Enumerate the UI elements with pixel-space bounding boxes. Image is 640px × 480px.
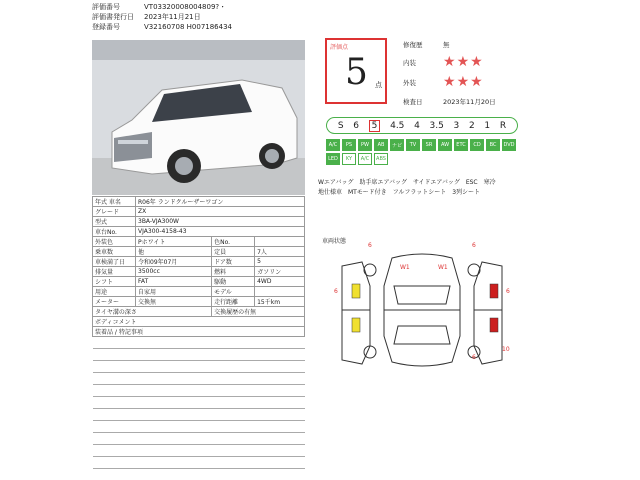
header-value: VT03320008004809?・	[144, 3, 227, 11]
spec-value: 7人	[255, 247, 305, 257]
spec-key: 燃料	[212, 267, 255, 277]
spec-value	[255, 237, 305, 247]
equipment-icon: TV	[406, 139, 420, 151]
table-row	[93, 227, 305, 237]
spec-value: 他	[136, 247, 212, 257]
spec-key: 交換履歴の有無	[212, 307, 305, 317]
header-row	[92, 22, 232, 32]
blank-row	[93, 421, 305, 433]
star-icon: ★	[456, 54, 470, 70]
scale-item: 4	[414, 120, 420, 131]
equipment-icon: LED	[326, 153, 340, 165]
blank-row	[93, 361, 305, 373]
blank-row	[93, 349, 305, 361]
feature-line: Wエアバッグ 助手席エアバッグ サイドエアバッグ ESC 寒冷	[318, 179, 496, 186]
table-row	[93, 207, 305, 217]
equipment-label: 装着品 / 特記事項	[93, 327, 305, 337]
spec-value: 4WD	[255, 277, 305, 287]
spec-value: ZX	[136, 207, 305, 217]
scale-item: 6	[353, 120, 359, 131]
damage-mark: W1	[400, 264, 410, 271]
equipment-icon: ETC	[454, 139, 468, 151]
spec-value: 15千km	[255, 297, 305, 307]
star-icon: ★	[470, 74, 483, 90]
header-row	[92, 12, 232, 22]
spec-value: 3500cc	[136, 267, 212, 277]
scale-item: R	[499, 120, 507, 131]
spec-key: 用途	[93, 287, 136, 297]
table-row	[93, 257, 305, 267]
equipment-icon: ナビ	[390, 139, 404, 151]
header-row	[92, 2, 232, 12]
equipment-icon: A/C	[358, 153, 372, 165]
table-row	[93, 327, 305, 337]
rating-value: 2023年11月20日	[443, 98, 496, 106]
spec-key: 走行距離	[212, 297, 255, 307]
spec-value: 令和09年07月	[136, 257, 212, 267]
rating-repair	[403, 40, 450, 49]
blank-row	[93, 397, 305, 409]
table-row	[93, 307, 305, 317]
spec-value: 5	[255, 257, 305, 267]
equipment-icon: BC	[486, 139, 500, 151]
table-row	[93, 217, 305, 227]
table-row	[93, 247, 305, 257]
star-icon: ★	[443, 74, 456, 90]
spec-value: ガソリン	[255, 267, 305, 277]
spec-value: VJA300-4158-43	[136, 227, 305, 237]
spec-key: 排気量	[93, 267, 136, 277]
spec-key: メーター	[93, 297, 136, 307]
rating-label: 外装	[403, 78, 416, 87]
spec-key: 外装色	[93, 237, 136, 247]
spec-table	[92, 196, 305, 469]
scale-item: 2	[468, 120, 475, 131]
damage-mark: 6	[472, 242, 476, 249]
blank-row	[93, 373, 305, 385]
damage-map-title: 車両状態	[322, 238, 347, 245]
rating-interior	[403, 55, 484, 69]
scale-item: 3.5	[429, 120, 444, 131]
equipment-icon: AB	[374, 139, 388, 151]
spec-key: タイヤ溝の深さ	[93, 307, 212, 317]
star-icon: ★	[443, 54, 456, 70]
grade-scale	[326, 117, 518, 134]
blank-row	[93, 385, 305, 397]
header-value: 2023年11月21日	[144, 13, 201, 21]
table-row	[93, 287, 305, 297]
equipment-icon: SR	[422, 139, 436, 151]
spec-key: 型式	[93, 217, 136, 227]
equipment-icon: KY	[342, 153, 356, 165]
spec-key: 定員	[212, 247, 255, 257]
equipment-icon: A/C	[326, 139, 340, 151]
table-row	[93, 197, 305, 207]
scale-item: S	[337, 120, 344, 131]
blank-row	[93, 409, 305, 421]
grade-unit: 点	[375, 81, 382, 89]
equipment-icon: PS	[342, 139, 356, 151]
rating-label: 検査日	[403, 98, 423, 106]
table-row	[93, 237, 305, 247]
damage-mark: 6	[472, 354, 476, 361]
grade-label: 評価点	[330, 44, 349, 51]
rating-label: 内装	[403, 58, 416, 67]
spec-value: 交換無	[136, 297, 212, 307]
spec-value: Pホワイト	[136, 237, 212, 247]
header-key: 評価番号	[92, 3, 120, 11]
table-row	[93, 297, 305, 307]
damage-mark: 10	[502, 346, 510, 353]
table-row	[93, 317, 305, 327]
rating-inspection-date	[403, 97, 496, 106]
header-key: 登録番号	[92, 23, 120, 31]
spec-key: 乗車数	[93, 247, 136, 257]
spec-value: FAT	[136, 277, 212, 287]
car-diagram-icon	[322, 246, 522, 376]
header-key: 評価書発行日	[92, 13, 134, 21]
equipment-icon: PW	[358, 139, 372, 151]
spec-key: 車検満了日	[93, 257, 136, 267]
document-header	[92, 2, 232, 32]
grade-value: 5	[345, 52, 368, 93]
blank-row	[93, 433, 305, 445]
rating-exterior	[403, 75, 484, 89]
damage-mark: 6	[334, 288, 338, 295]
car-photo	[92, 40, 305, 195]
table-row	[93, 277, 305, 287]
rating-label: 修復歴	[403, 41, 423, 49]
equipment-icon: DVD	[502, 139, 516, 151]
notes-label: ボディコメント	[93, 317, 305, 327]
scale-item: 4.5	[390, 120, 405, 131]
equipment-icon: ABS	[374, 153, 388, 165]
header-value: V32160708 H007186434	[144, 23, 232, 31]
spec-value: 自家用	[136, 287, 212, 297]
blank-row	[93, 457, 305, 469]
equipment-icon: AW	[438, 139, 452, 151]
equipment-icon: CD	[470, 139, 484, 151]
spec-key: グレード	[93, 207, 136, 217]
spec-key: 色No.	[212, 237, 255, 247]
damage-mark: 6	[368, 242, 372, 249]
star-icon: ★	[470, 54, 483, 70]
blank-row	[93, 337, 305, 349]
spec-key: ドア数	[212, 257, 255, 267]
scale-item-selected: 5	[369, 120, 381, 132]
car-photo-icon	[92, 40, 305, 195]
table-row	[93, 267, 305, 277]
damage-mark: W1	[438, 264, 448, 271]
scale-item: 1	[484, 120, 491, 131]
blank-row	[93, 445, 305, 457]
spec-key: モデル	[212, 287, 255, 297]
spec-key: 車台No.	[93, 227, 136, 237]
spec-key: 駆動	[212, 277, 255, 287]
star-icon: ★	[456, 74, 470, 90]
grade-box	[325, 38, 387, 104]
damage-mark: 6	[506, 288, 510, 295]
spec-key: 年式 車名	[93, 197, 136, 207]
spec-value: R06年 ランドクルーザーワゴン	[136, 197, 305, 207]
feature-line: 地仕様車 MTモード付き フルフラットシート 3列シート	[318, 189, 481, 196]
feature-list	[318, 178, 523, 198]
equipment-icons	[326, 139, 518, 165]
spec-value	[255, 287, 305, 297]
spec-value: 3BA-VJA300W	[136, 217, 305, 227]
scale-item: 3	[453, 120, 460, 131]
rating-value: 無	[443, 41, 450, 49]
spec-key: シフト	[93, 277, 136, 287]
